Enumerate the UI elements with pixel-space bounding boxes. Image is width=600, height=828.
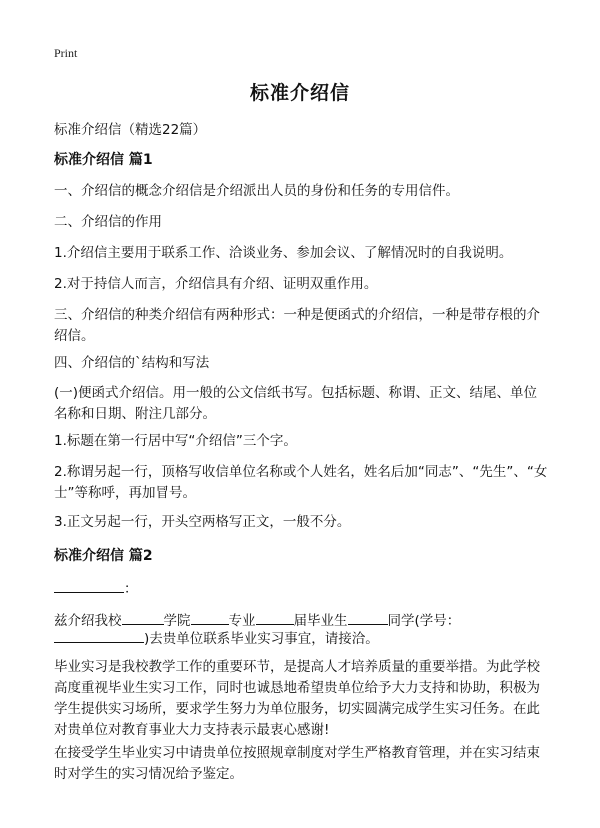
major-blank bbox=[256, 610, 294, 625]
paragraph-line: (一)便函式介绍信。用一般的公文信纸书写。包括标题、称谓、正文、结尾、单位 bbox=[54, 385, 538, 401]
paragraph bbox=[54, 383, 554, 425]
intro-text: 专业 bbox=[228, 613, 256, 629]
intro-text: )去贵单位联系毕业实习事宜，请接洽。 bbox=[144, 631, 379, 647]
paragraph: 2.对于持信人而言，介绍信具有介绍、证明双重作用。 bbox=[54, 276, 378, 292]
paragraph-line: 高度重视毕业生实习工作，同时也诚恳地希望贵单位给予大力支持和协助，积极为 bbox=[54, 680, 540, 696]
intro-text: 届毕业生 bbox=[293, 613, 348, 629]
recipient-blank bbox=[54, 578, 124, 593]
paragraph-line: 对贵单位对教育事业大力支持表示最衷心感谢! bbox=[54, 722, 330, 738]
paragraph-line: 在接受学生毕业实习中请贵单位按照规章制度对学生严格教育管理，并在实习结束 bbox=[54, 745, 540, 761]
intro-text: 同学(学号： bbox=[387, 613, 461, 629]
paragraph-line: 毕业实习是我校教学工作的重要环节，是提高人才培养质量的重要举措。为此学校 bbox=[54, 659, 540, 675]
page-title: 标准介绍信 bbox=[249, 82, 350, 104]
paragraph-line: 时对学生的实习情况给予鉴定。 bbox=[54, 766, 243, 782]
college-blank bbox=[191, 610, 229, 625]
intro-text: 兹介绍我校 bbox=[54, 613, 122, 629]
paragraph-line: 绍信。 bbox=[54, 328, 95, 344]
print-label[interactable]: Print bbox=[54, 46, 78, 60]
salutation-colon: ： bbox=[124, 581, 138, 597]
school-blank bbox=[122, 610, 164, 625]
paragraph: 二、介绍信的作用 bbox=[54, 214, 162, 230]
paragraph: 1.标题在第一行居中写“介绍信”三个字。 bbox=[54, 433, 297, 449]
paragraph bbox=[54, 462, 554, 504]
paragraph-line: 名称和日期、附注几部分。 bbox=[54, 406, 216, 422]
year-blank bbox=[348, 610, 388, 625]
paragraph-line: 学生提供实习场所，要求学生努力为单位服务，切实圆满完成学生实习任务。在此 bbox=[54, 701, 540, 717]
paragraph: 一、介绍信的概念介绍信是介绍派出人员的身份和任务的专用信件。 bbox=[54, 183, 459, 199]
student-id-blank bbox=[54, 628, 144, 643]
paragraph: 3.正文另起一行，开头空两格写正文，一般不分。 bbox=[54, 514, 351, 530]
salutation-line bbox=[54, 578, 554, 600]
paragraph-line: 2.称谓另起一行，顶格写收信单位名称或个人姓名，姓名后加“同志”、“先生”、“女 bbox=[54, 464, 548, 480]
paragraph: 四、介绍信的`结构和写法 bbox=[54, 355, 210, 371]
paragraph bbox=[54, 305, 554, 347]
section-heading-1: 标准介绍信 篇1 bbox=[54, 152, 153, 168]
paragraph bbox=[54, 743, 554, 785]
paragraph: 1.介绍信主要用于联系工作、洽谈业务、参加会议、了解情况时的自我说明。 bbox=[54, 245, 513, 261]
intro-line-2 bbox=[54, 628, 554, 650]
intro-text: 学院 bbox=[163, 613, 191, 629]
section-heading-2: 标准介绍信 篇2 bbox=[54, 548, 153, 564]
subtitle: 标准介绍信（精选22篇） bbox=[54, 122, 207, 138]
paragraph-line: 三、介绍信的种类介绍信有两种形式：一种是便函式的介绍信，一种是带存根的介 bbox=[54, 307, 540, 323]
paragraph-line: 士”等称呼，再加冒号。 bbox=[54, 485, 196, 501]
paragraph bbox=[54, 657, 554, 741]
